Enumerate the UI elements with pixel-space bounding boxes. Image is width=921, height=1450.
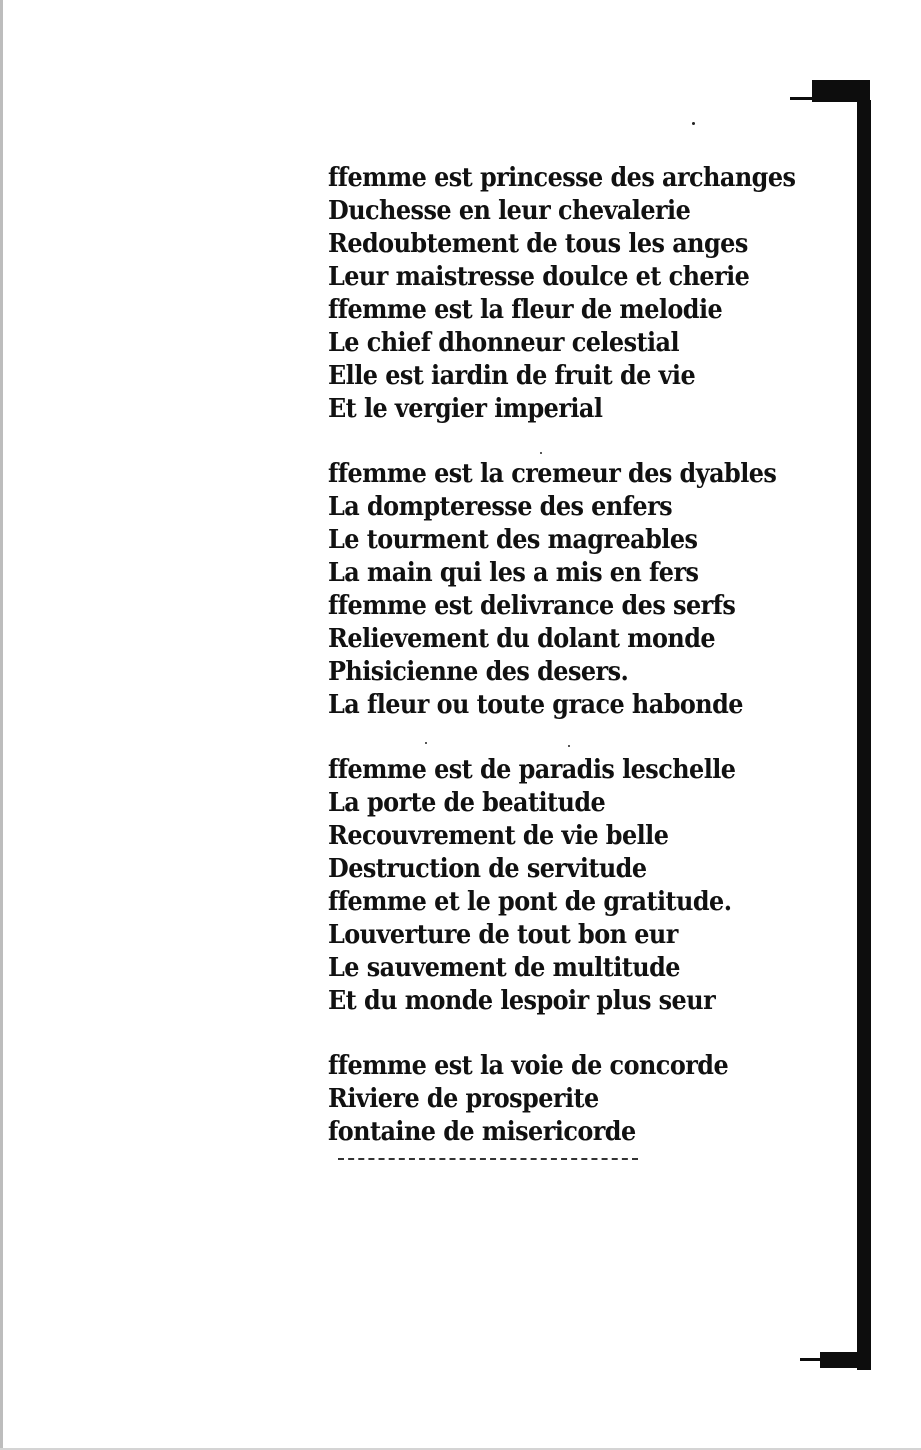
verse-line: Recouvrement de vie belle [328, 821, 669, 851]
verse-line: Destruction de servitude [328, 854, 647, 884]
line-rule [338, 1158, 638, 1160]
binding-mark-bottom [800, 1358, 822, 1361]
book-spine-shadow [857, 100, 871, 1370]
verse-line: Relievement du dolant monde [328, 624, 716, 654]
verse-line: Phisicienne des desers. [328, 657, 629, 687]
stanza-4 [328, 1050, 768, 1149]
verse-line: Et le vergier imperial [328, 394, 603, 424]
stanza-3 [328, 754, 768, 1018]
verse-line: La fleur ou toute grace habonde [328, 690, 743, 720]
verse-line: Le tourment des magreables [328, 525, 698, 555]
verse-line: Le sauvement de multitude [328, 953, 680, 983]
binding-mark-top [790, 97, 814, 100]
verse-line: ffemme est la fleur de melodie [328, 295, 723, 325]
ink-speck [692, 122, 695, 125]
verse-line: ffemme est la voie de concorde [328, 1051, 729, 1081]
verse-line: ffemme est de paradis leschelle [328, 755, 736, 785]
verse-line: Duchesse en leur chevalerie [328, 196, 691, 226]
poem-text [328, 162, 796, 1181]
stanza-2 [328, 458, 777, 722]
verse-line: Le chief dhonneur celestial [328, 328, 680, 358]
verse-line: Riviere de prosperite [328, 1084, 599, 1114]
verse-line: La dompteresse des enfers [328, 492, 673, 522]
verse-line: ffemme et le pont de gratitude. [328, 887, 732, 917]
page-left-edge [0, 0, 3, 1450]
verse-line: Leur maistresse doulce et cherie [328, 262, 750, 292]
verse-line: ffemme est la cremeur des dyables [328, 459, 777, 489]
stanza-1 [328, 162, 796, 426]
verse-line: La main qui les a mis en fers [328, 558, 699, 588]
verse-line: Redoubtement de tous les anges [328, 229, 748, 259]
verse-line: ffemme est princesse des archanges [328, 163, 796, 193]
verse-line: Elle est iardin de fruit de vie [328, 361, 696, 391]
verse-line: Louverture de tout bon eur [328, 920, 678, 950]
verse-line: Et du monde lespoir plus seur [328, 986, 716, 1016]
verse-line: fontaine de misericorde [328, 1117, 636, 1147]
binding-cap-bottom [820, 1352, 870, 1368]
binding-cap-top [812, 80, 870, 102]
verse-line: ffemme est delivrance des serfs [328, 591, 736, 621]
verse-line: La porte de beatitude [328, 788, 606, 818]
